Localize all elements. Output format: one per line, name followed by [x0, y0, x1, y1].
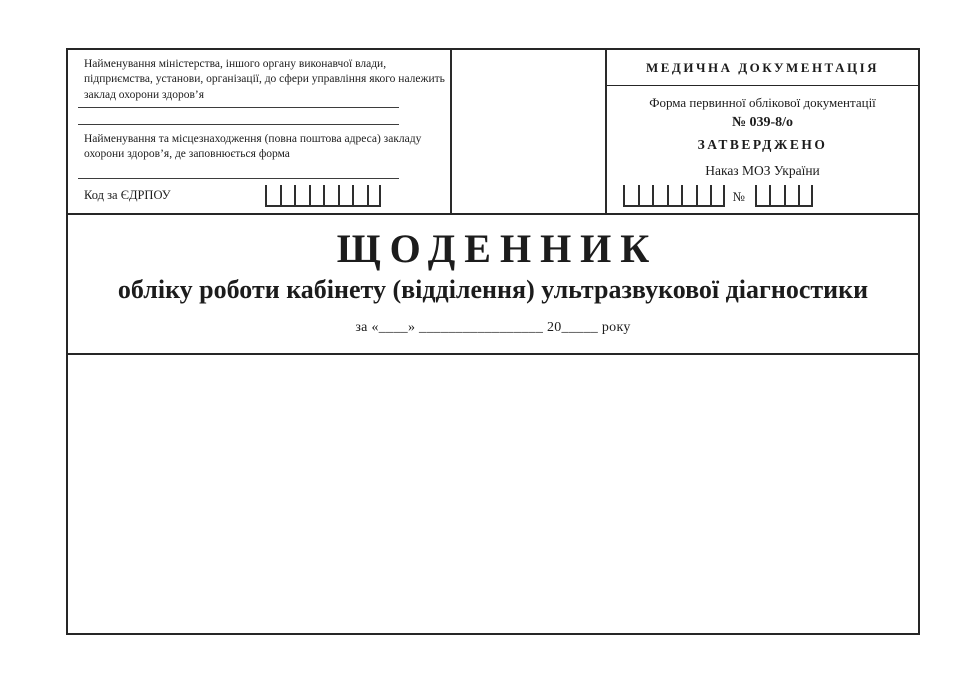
ministry-name-caption [84, 57, 445, 103]
comb-box [294, 185, 309, 205]
comb-box [367, 185, 382, 205]
ministry-caption-line-2: підприємства, установи, організації, до сфери управління якого належить [84, 73, 445, 86]
issuer-info-cell [68, 50, 452, 213]
comb-box [323, 185, 338, 205]
moh-order-label: Наказ МОЗ України [705, 163, 820, 178]
form-subtitle: обліку роботи кабінету (відділення) ультразвукової діагностики [117, 275, 869, 304]
comb-box [798, 185, 813, 205]
empty-content-area [68, 355, 918, 633]
comb-box [769, 185, 784, 205]
reporting-period-line: за «____» _________________ 20_____ року [355, 319, 631, 335]
facility-caption-line-1: Найменування та місцезнаходження (повна поштова адреса) закладу [84, 133, 422, 145]
empty-spacer-cell [452, 50, 607, 213]
comb-box [667, 185, 682, 205]
form-039-8o-page [66, 48, 920, 635]
primary-record-form-caption: Форма первинної облікової документації [649, 95, 876, 110]
medical-documentation-cell [607, 50, 918, 213]
facility-name-caption [84, 132, 421, 163]
form-header-band [68, 50, 918, 215]
order-number-sign: № [732, 189, 745, 204]
facility-fill-line [78, 178, 399, 179]
edrpou-code-label: Код за ЄДРПОУ [84, 188, 171, 202]
comb-box [623, 185, 638, 205]
ministry-fill-line-2 [78, 124, 399, 125]
facility-caption-line-2: охорони здоров’я, де заповнюється форма [84, 148, 290, 161]
comb-box [265, 185, 280, 205]
form-title-band [68, 215, 918, 355]
approved-label: ЗАТВЕРДЖЕНО [697, 137, 828, 152]
comb-box [352, 185, 367, 205]
ministry-fill-line-1 [78, 107, 399, 108]
ministry-caption-line-1: Найменування міністерства, іншого органу виконавчої влади, [84, 58, 387, 70]
comb-box [338, 185, 353, 205]
order-date-boxes [623, 185, 725, 207]
comb-box [681, 185, 696, 205]
comb-box [280, 185, 295, 205]
comb-box [710, 185, 725, 205]
form-approval-block [607, 95, 918, 179]
order-number-boxes [755, 185, 813, 207]
order-date-number-row [623, 185, 813, 207]
medical-documentation-heading: МЕДИЧНА ДОКУМЕНТАЦІЯ [607, 50, 918, 86]
ministry-caption-line-3: заклад охорони здоров’я [84, 88, 204, 101]
form-number: № 039-8/о [731, 115, 794, 130]
comb-box [696, 185, 711, 205]
comb-box [309, 185, 324, 205]
comb-box [755, 185, 770, 205]
comb-box [784, 185, 799, 205]
form-title: ЩОДЕННИК [336, 226, 659, 271]
edrpou-code-boxes [265, 185, 381, 207]
comb-box [638, 185, 653, 205]
comb-box [652, 185, 667, 205]
